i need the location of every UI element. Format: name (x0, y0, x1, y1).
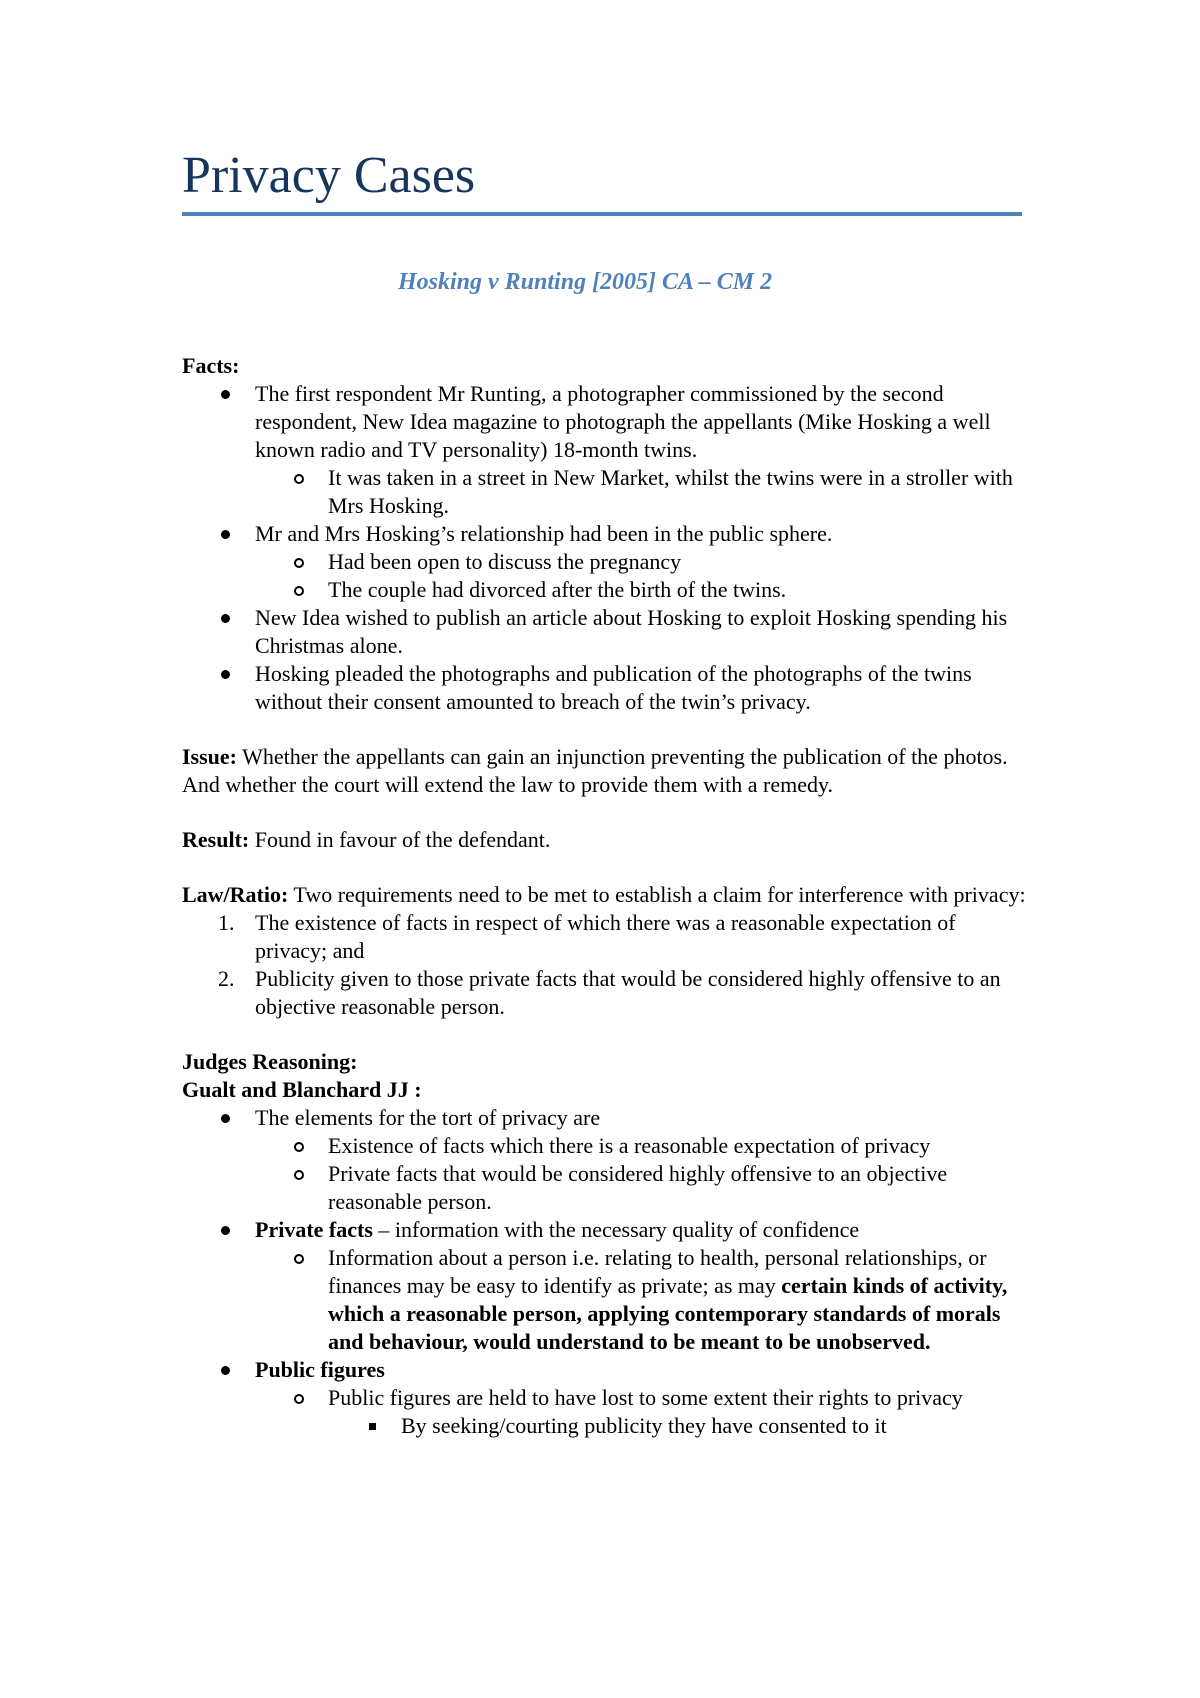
list-item: Existence of facts which there is a reasonable expectation of privacy (182, 1132, 1032, 1160)
bullet-icon (294, 586, 304, 596)
list-item: Had been open to discuss the pregnancy (182, 548, 1032, 576)
title-underline (182, 212, 1022, 216)
bullet-icon (221, 670, 230, 679)
bullet-icon (294, 1170, 304, 1180)
list-item: By seeking/courting publicity they have consented to it (182, 1412, 1032, 1440)
law-ratio-paragraph: Law/Ratio: Two requirements need to be met to establish a claim for interference with privacy: (182, 882, 1026, 907)
list-item: It was taken in a street in New Market, whilst the twins were in a stroller with Mrs Hosking. (182, 464, 1032, 520)
list-item: Information about a person i.e. relating to health, personal relationships, or finances may be easy to identify as private; as may certain kinds of activity, which a reasonable person, applying contemporary standards of morals and behaviour, would understand to be meant to be unobserved. (182, 1244, 1032, 1356)
list-item: Private facts – information with the necessary quality of confidence (182, 1216, 1032, 1244)
list-item: The elements for the tort of privacy are (182, 1104, 1032, 1132)
case-heading: Hosking v Runting [2005] CA – CM 2 (398, 269, 773, 295)
reasoning-label: Judges Reasoning: (182, 1049, 358, 1074)
bullet-icon (294, 474, 304, 484)
list-item: The first respondent Mr Runting, a photographer commissioned by the second respondent, New Idea magazine to photograph the appellants (Mike Hosking a well known radio and TV personality) 18-month twins. (182, 380, 1032, 464)
bullet-icon (294, 558, 304, 568)
bullet-icon (221, 530, 230, 539)
list-number: 1. (218, 910, 235, 935)
bullet-icon (221, 614, 230, 623)
result-paragraph: Result: Found in favour of the defendant. (182, 827, 551, 852)
list-item: Hosking pleaded the photographs and publication of the photographs of the twins without their consent amounted to breach of the twin’s privacy. (182, 660, 1032, 716)
facts-list (182, 380, 1032, 716)
list-item: New Idea wished to publish an article about Hosking to exploit Hosking spending his Christmas alone. (182, 604, 1032, 660)
reasoning-list (182, 1104, 1032, 1440)
document-title: Privacy Cases (182, 147, 476, 204)
facts-label: Facts: (182, 353, 240, 378)
bullet-icon (221, 1226, 230, 1235)
list-item: 2. Publicity given to those private facts that would be considered highly offensive to an objective reasonable person. (218, 966, 1001, 1019)
judges-label: Gualt and Blanchard JJ : (182, 1077, 422, 1102)
list-item: 1. The existence of facts in respect of which there was a reasonable expectation of privacy; and (218, 910, 956, 963)
law-ratio-list (182, 909, 1032, 1021)
issue-label: Issue: (182, 744, 238, 769)
bullet-icon (221, 390, 230, 399)
document-body (182, 352, 1032, 1440)
law-ratio-label: Law/Ratio: (182, 882, 289, 907)
issue-paragraph: Issue: Whether the appellants can gain an injunction preventing the publication of the photos. And whether the court will extend the law to provide them with a remedy. (182, 744, 1008, 797)
bullet-icon (294, 1254, 304, 1264)
bullet-icon (294, 1394, 304, 1404)
bullet-icon (294, 1142, 304, 1152)
list-item: Mr and Mrs Hosking’s relationship had been in the public sphere. (182, 520, 1032, 548)
list-item: The couple had divorced after the birth of the twins. (182, 576, 1032, 604)
bullet-icon (221, 1114, 230, 1123)
bullet-icon (369, 1423, 376, 1430)
result-label: Result: (182, 827, 250, 852)
list-item: Public figures are held to have lost to some extent their rights to privacy (182, 1384, 1032, 1412)
list-number: 2. (218, 966, 235, 991)
list-item: Public figures (182, 1356, 1032, 1384)
bullet-icon (221, 1366, 230, 1375)
list-item: Private facts that would be considered highly offensive to an objective reasonable person. (182, 1160, 1032, 1216)
